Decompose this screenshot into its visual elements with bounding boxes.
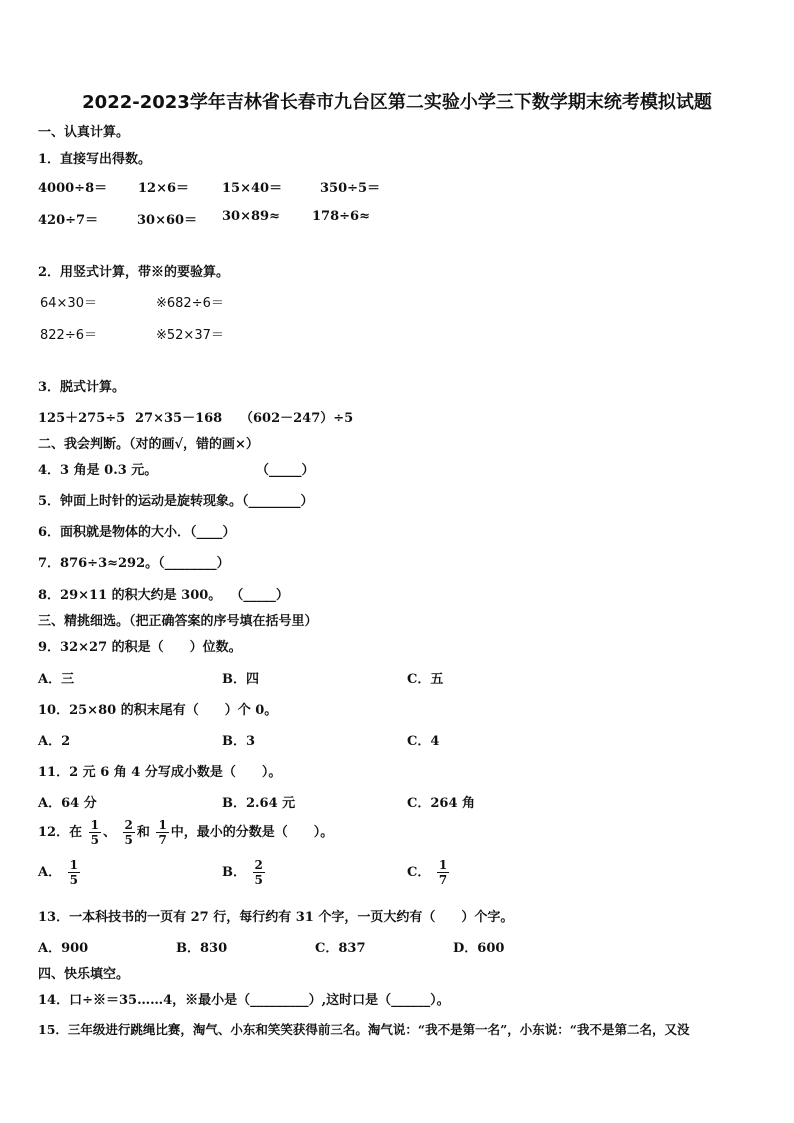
- q4-answer-blank[interactable]: （_____）: [256, 463, 315, 478]
- q12-sep-1: 、: [102, 825, 116, 840]
- question-8-text: 8．29×11 的积大约是 300。: [38, 588, 222, 603]
- q1-item-5: 420÷7＝: [38, 213, 99, 228]
- q12-option-b[interactable]: [222, 858, 267, 887]
- question-4-text: 4．3 角是 0.3 元。: [38, 463, 158, 478]
- section-1-heading: 一、认真计算。: [38, 125, 130, 140]
- q12-option-b-label: B．: [222, 865, 246, 880]
- q12-option-a-numerator: 1: [69, 858, 78, 872]
- question-12: [38, 818, 333, 847]
- q12-fraction-3-denominator: 7: [158, 833, 167, 847]
- q13-option-d[interactable]: D．600: [453, 941, 505, 956]
- question-15-text: 15．三年级进行跳绳比赛，淘气、小东和笑笑获得前三名。淘气说：“我不是第一名”，小东说：“我不是第二名，又没: [38, 1022, 690, 1037]
- q12-option-c-numerator: 1: [438, 858, 448, 872]
- q12-fraction-3-numerator: 1: [158, 818, 167, 832]
- question-7: [38, 552, 230, 571]
- q8-answer-blank[interactable]: （_____）: [230, 588, 289, 603]
- q12-option-c-fraction: [437, 858, 449, 887]
- q9-option-b[interactable]: B．四: [222, 672, 259, 687]
- q12-option-a-fraction: [68, 858, 80, 887]
- question-5-text: 5．钟面上时针的运动是旋转现象。: [38, 494, 243, 509]
- q12-fraction-2-denominator: 5: [124, 833, 133, 847]
- q11-option-c[interactable]: C．264 角: [407, 796, 476, 811]
- q5-answer-blank[interactable]: （________）: [242, 494, 314, 509]
- q12-option-b-numerator: 2: [254, 858, 263, 872]
- q13-option-a[interactable]: A．900: [38, 941, 89, 956]
- q12-fraction-1-numerator: 1: [90, 818, 99, 832]
- q11-option-a[interactable]: A．64 分: [38, 796, 97, 811]
- q12-option-a-label: A．: [38, 865, 62, 880]
- question-2-text: 2．用竖式计算，带※的要验算。: [38, 265, 230, 280]
- q12-fraction-2-numerator: 2: [124, 818, 133, 832]
- q2-item-2: ※682÷6＝: [156, 296, 224, 311]
- q9-option-a[interactable]: A．三: [38, 672, 75, 687]
- question-8: [38, 584, 289, 603]
- question-10-text: 10．25×80 的积末尾有（ ）个 0。: [38, 703, 278, 718]
- q12-suffix: 中，最小的分数是（ ）。: [170, 825, 334, 840]
- q10-option-b[interactable]: B．3: [222, 734, 256, 749]
- q12-sep-2: 和: [136, 825, 150, 840]
- q10-option-a[interactable]: A．2: [38, 734, 71, 749]
- q12-fraction-2: [123, 818, 135, 847]
- question-14-text: 14．口÷※＝35……4，※最小是（_________）,这时口是（______）。: [38, 993, 450, 1008]
- q12-option-c[interactable]: [407, 858, 451, 887]
- question-7-text: 7．876÷3≈292。: [38, 556, 159, 571]
- q2-item-3: 822÷6＝: [40, 328, 97, 343]
- question-5: [38, 490, 314, 509]
- question-6: [38, 521, 236, 540]
- q12-option-c-denominator: 7: [438, 873, 448, 887]
- q10-option-c[interactable]: C．4: [407, 734, 440, 749]
- q2-item-4: ※52×37＝: [156, 328, 224, 343]
- section-3-heading: 三、精挑细选。（把正确答案的序号填在括号里）: [38, 614, 318, 629]
- q12-option-c-label: C．: [407, 865, 431, 880]
- q12-option-a-denominator: 5: [69, 873, 78, 887]
- q7-answer-blank[interactable]: （________）: [158, 556, 230, 571]
- section-2-heading: 二、我会判断。（对的画√，错的画×）: [38, 437, 259, 452]
- question-13-text: 13．一本科技书的一页有 27 行，每行约有 31 个字，一页大约有（ ）个字。: [38, 910, 514, 925]
- q1-item-3: 15×40＝: [222, 181, 283, 196]
- question-6-text: 6．面积就是物体的大小．: [38, 525, 191, 540]
- question-11-text: 11．2 元 6 角 4 分写成小数是（ ）。: [38, 765, 282, 780]
- question-1-text: 1．直接写出得数。: [38, 152, 152, 167]
- q1-item-4: 350÷5＝: [320, 181, 381, 196]
- q1-item-6: 30×60＝: [137, 213, 198, 228]
- q12-option-b-fraction: [253, 858, 265, 887]
- q9-option-c[interactable]: C．五: [407, 672, 444, 687]
- question-9-text: 9．32×27 的积是（ ）位数。: [38, 640, 242, 655]
- q3-item-2: 27×35－168: [135, 411, 223, 426]
- section-4-heading: 四、快乐填空。: [38, 967, 130, 982]
- q1-item-8: 178÷6≈: [312, 209, 370, 224]
- q13-option-c[interactable]: C．837: [315, 941, 366, 956]
- q6-answer-blank[interactable]: （____）: [190, 525, 236, 540]
- q1-item-1: 4000÷8＝: [38, 181, 108, 196]
- q12-fraction-1: [89, 818, 101, 847]
- q3-item-3: （602－247）÷5: [240, 411, 354, 426]
- q12-prefix: 12．在: [38, 825, 83, 840]
- q11-option-b[interactable]: B．2.64 元: [222, 796, 296, 811]
- page-title: 2022-2023学年吉林省长春市九台区第二实验小学三下数学期末统考模拟试题: [82, 92, 712, 113]
- q12-option-b-denominator: 5: [254, 873, 263, 887]
- q12-fraction-1-denominator: 5: [90, 833, 99, 847]
- q3-item-1: 125＋275÷5: [38, 411, 126, 426]
- q1-item-7: 30×89≈: [222, 209, 280, 224]
- q1-item-2: 12×6＝: [138, 181, 190, 196]
- q12-fraction-3: [156, 818, 168, 847]
- question-3-text: 3．脱式计算。: [38, 380, 126, 395]
- q12-option-a[interactable]: [38, 858, 82, 887]
- q13-option-b[interactable]: B．830: [176, 941, 228, 956]
- q2-item-1: 64×30＝: [40, 296, 97, 311]
